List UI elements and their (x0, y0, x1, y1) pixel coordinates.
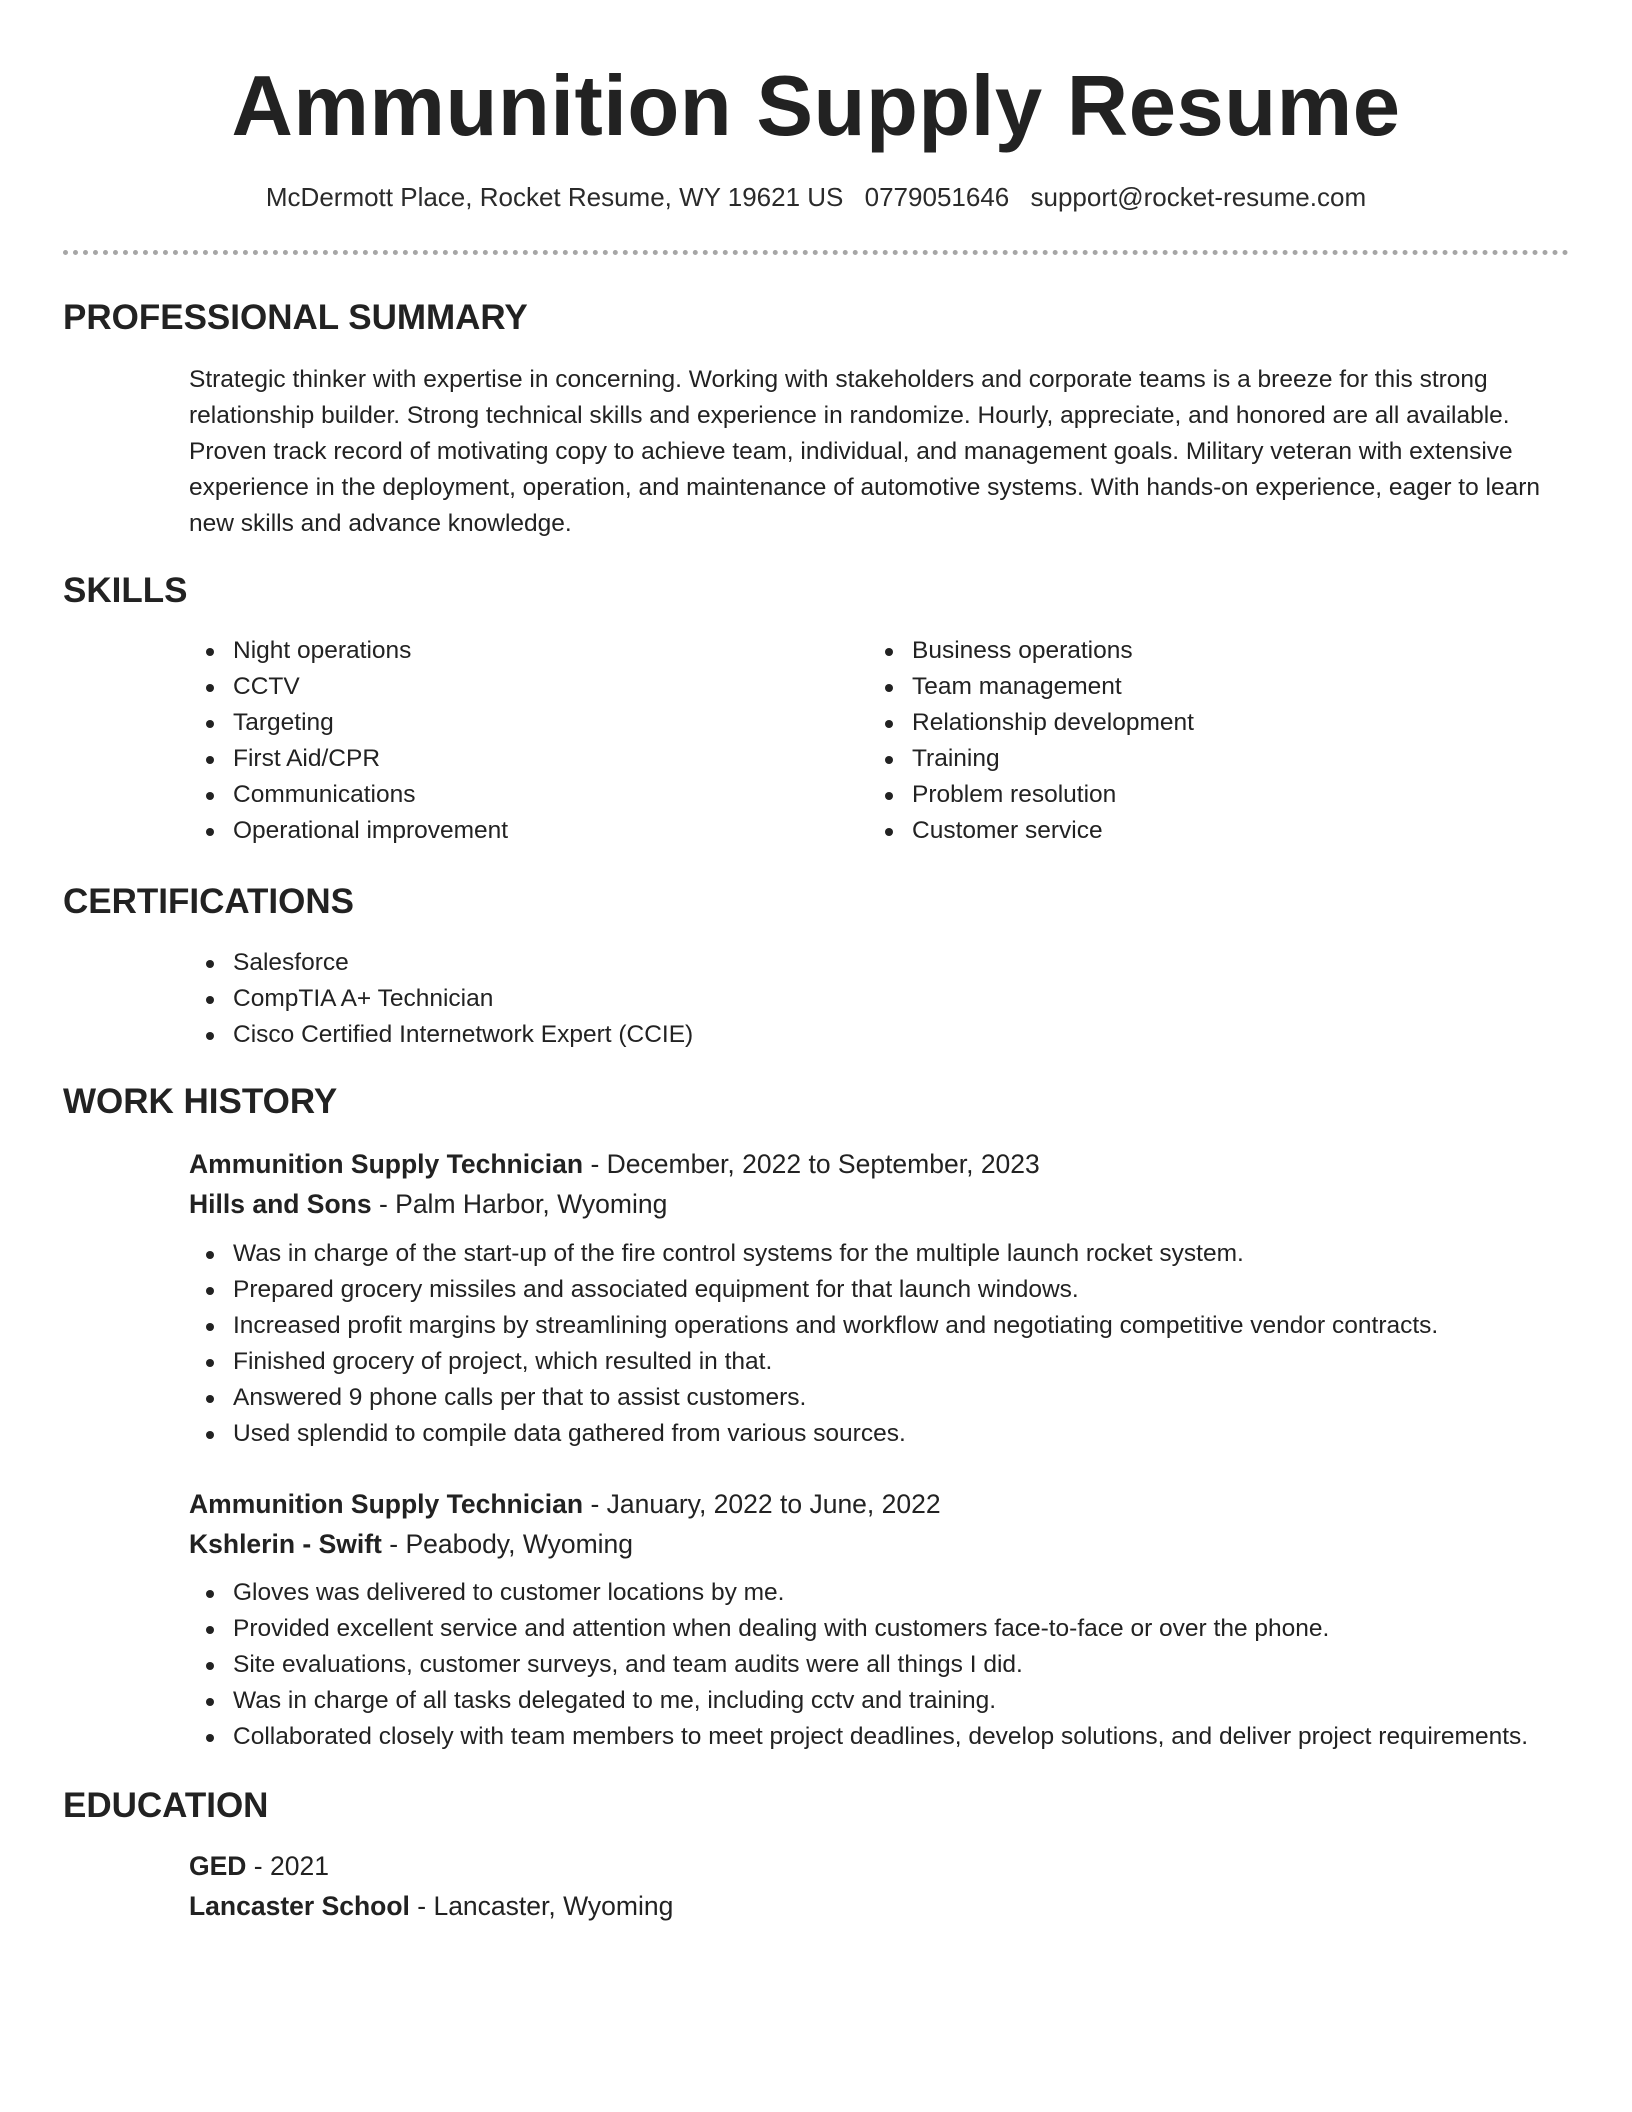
skill-item: CCTV (189, 669, 829, 705)
job-bullet: Increased profit margins by streamlining operations and workflow and negotiating competitive vendor contracts. (189, 1308, 1569, 1344)
job-bullets-block (189, 1575, 1569, 1755)
job-title: Ammunition Supply Technician (189, 1489, 584, 1519)
skills-right-column (868, 633, 1508, 849)
header-divider (63, 250, 1569, 255)
job-bullet: Was in charge of the start-up of the fire control systems for the multiple launch rocket system. (189, 1236, 1569, 1272)
certification-item: Salesforce (189, 945, 1569, 981)
job-title-line (189, 1144, 1569, 1184)
job-bullets (189, 1236, 1569, 1452)
education-degree: GED (189, 1851, 247, 1881)
job-location: - Palm Harbor, Wyoming (371, 1189, 668, 1219)
skill-item: Team management (868, 669, 1508, 705)
certifications-list (189, 945, 1569, 1053)
contact-email: support@rocket-resume.com (1030, 182, 1367, 212)
skills-left-column (189, 633, 829, 849)
contact-phone: 0779051646 (864, 182, 1010, 212)
skill-item: Communications (189, 777, 829, 813)
job-bullet: Prepared grocery missiles and associated equipment for that launch windows. (189, 1272, 1569, 1308)
skill-item: Problem resolution (868, 777, 1508, 813)
summary-text: Strategic thinker with expertise in concerning. Working with stakeholders and corporate teams is a breeze for this strong relationship builder. Strong technical skills and experience in randomize. Hourly, appreciate, and honored are all available. Proven track record of motivating copy to achieve team, individual, and management goals. Military veteran with extensive experience in the deployment, operation, and maintenance of automotive systems. With hands-on experience, eager to learn new skills and advance knowledge. (189, 366, 1541, 537)
job-location: - Peabody, Wyoming (381, 1529, 634, 1559)
skill-item: Targeting (189, 705, 829, 741)
job-dates: - January, 2022 to June, 2022 (583, 1489, 941, 1519)
job-company: Kshlerin - Swift (189, 1529, 382, 1559)
job-bullet: Answered 9 phone calls per that to assist customers. (189, 1380, 1569, 1416)
job-bullet: Provided excellent service and attention when dealing with customers face-to-face or over the phone. (189, 1611, 1569, 1647)
skills-right-list (868, 633, 1508, 849)
contact-address: McDermott Place, Rocket Resume, WY 19621 US (265, 182, 844, 212)
certification-item: Cisco Certified Internetwork Expert (CCIE) (189, 1017, 1569, 1053)
job-company: Hills and Sons (189, 1189, 372, 1219)
certifications-block (189, 945, 1569, 1053)
job-bullet: Site evaluations, customer surveys, and team audits were all things I did. (189, 1647, 1569, 1683)
contact-line (0, 180, 1632, 214)
resume-name: Ammunition Supply Resume (231, 59, 1401, 154)
education-entry (189, 1846, 1569, 1926)
education-school: Lancaster School (189, 1891, 410, 1921)
skill-item: Relationship development (868, 705, 1508, 741)
education-heading: EDUCATION (63, 1786, 269, 1825)
education-location: - Lancaster, Wyoming (409, 1891, 674, 1921)
job-entry (189, 1484, 1569, 1564)
certification-item: CompTIA A+ Technician (189, 981, 1569, 1017)
work-history-heading: WORK HISTORY (63, 1082, 338, 1121)
job-company-line (189, 1524, 1569, 1564)
resume-header (0, 0, 1632, 214)
job-bullets (189, 1575, 1569, 1755)
education-school-line (189, 1886, 1569, 1926)
job-entry (189, 1144, 1569, 1224)
skill-item: Operational improvement (189, 813, 829, 849)
job-bullet: Was in charge of all tasks delegated to me, including cctv and training. (189, 1683, 1569, 1719)
certifications-heading: CERTIFICATIONS (63, 882, 355, 921)
skill-item: Customer service (868, 813, 1508, 849)
summary-heading: PROFESSIONAL SUMMARY (63, 298, 528, 337)
job-bullet: Used splendid to compile data gathered from various sources. (189, 1416, 1569, 1452)
skill-item: Business operations (868, 633, 1508, 669)
job-bullets-block (189, 1236, 1569, 1452)
job-bullet: Collaborated closely with team members to meet project deadlines, develop solutions, and deliver project requirements. (189, 1719, 1569, 1755)
skill-item: Night operations (189, 633, 829, 669)
education-year: - 2021 (246, 1851, 329, 1881)
job-title: Ammunition Supply Technician (189, 1149, 584, 1179)
job-bullet: Gloves was delivered to customer locations by me. (189, 1575, 1569, 1611)
job-title-line (189, 1484, 1569, 1524)
summary-block (189, 362, 1569, 542)
job-company-line (189, 1184, 1569, 1224)
skills-left-list (189, 633, 829, 849)
education-degree-line (189, 1846, 1569, 1886)
job-dates: - December, 2022 to September, 2023 (583, 1149, 1040, 1179)
skill-item: First Aid/CPR (189, 741, 829, 777)
skills-heading: SKILLS (63, 571, 188, 610)
job-bullet: Finished grocery of project, which resulted in that. (189, 1344, 1569, 1380)
skill-item: Training (868, 741, 1508, 777)
